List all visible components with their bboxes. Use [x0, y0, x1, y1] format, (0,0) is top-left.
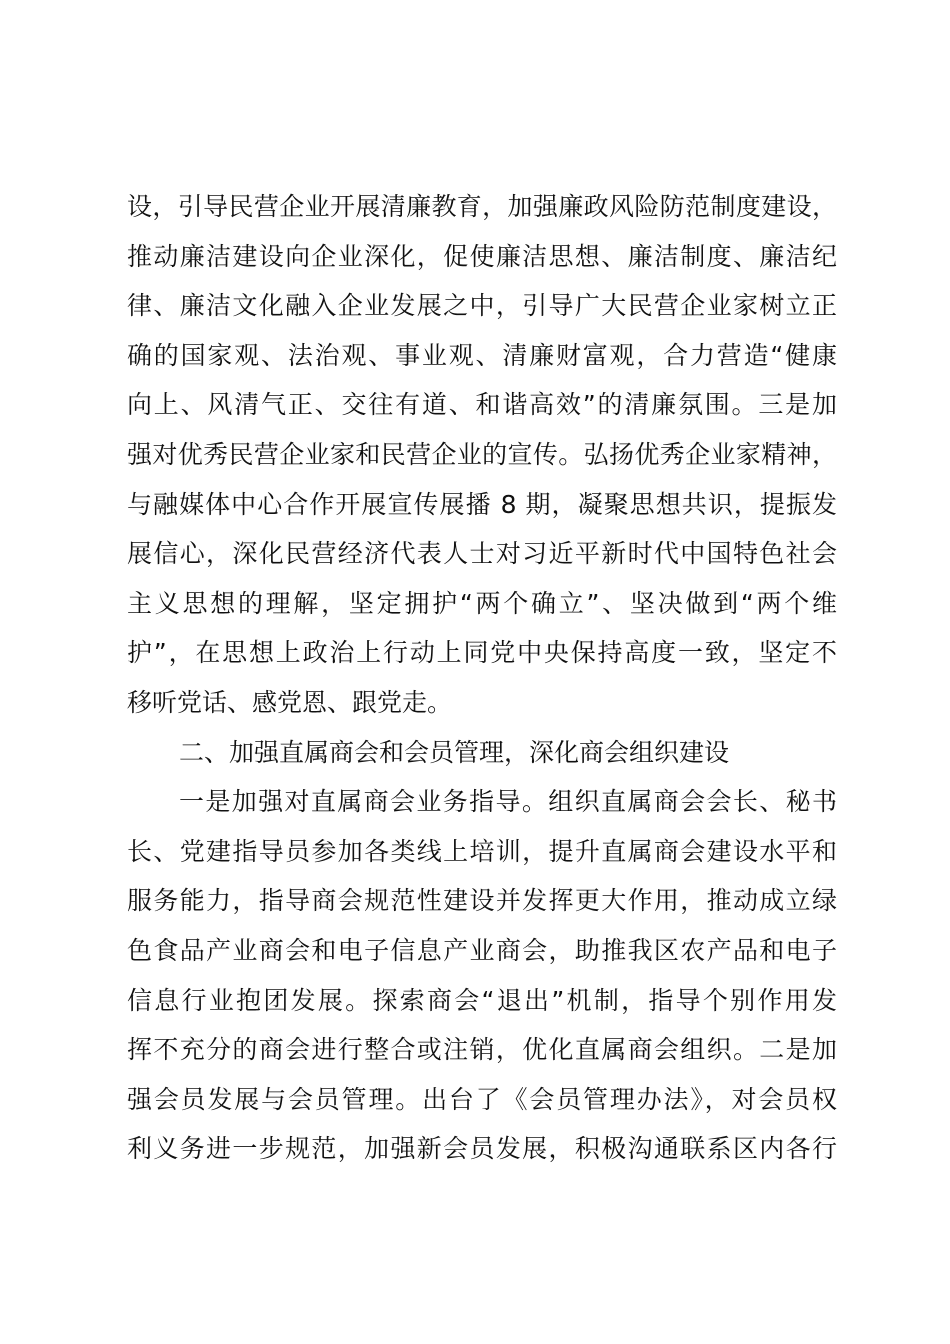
text-line: 推动廉洁建设向企业深化，促使廉洁思想、廉洁制度、廉洁纪: [127, 241, 837, 271]
text-line: 强会员发展与会员管理。出台了《会员管理办法》，对会员权: [127, 1084, 837, 1114]
text-line: 律、廉洁文化融入企业发展之中，引导广大民营企业家树立正: [127, 291, 837, 321]
text-line: 挥不充分的商会进行整合或注销，优化直属商会组织。二是加: [127, 1035, 837, 1065]
text-line: 服务能力，指导商会规范性建设并发挥更大作用，推动成立绿: [127, 886, 837, 916]
section-heading: 二、加强直属商会和会员管理，深化商会组织建设: [179, 737, 730, 767]
body-text: [127, 182, 837, 1174]
text-line: 色食品产业商会和电子信息产业商会，助推我区农产品和电子: [127, 935, 837, 965]
text-line: 向上、风清气正、交往有道、和谐高效”的清廉氛围。三是加: [127, 390, 837, 420]
text-line: 强对优秀民营企业家和民营企业的宣传。弘扬优秀企业家精神，: [127, 439, 837, 469]
text-line: 护”，在思想上政治上行动上同党中央保持高度一致，坚定不: [127, 638, 837, 668]
text-line: 确的国家观、法治观、事业观、清廉财富观，合力营造“健康: [127, 340, 837, 370]
text-line: 与融媒体中心合作开展宣传展播 8 期，凝聚思想共识，提振发: [127, 489, 837, 519]
text-line-paragraph-start: 一是加强对直属商会业务指导。组织直属商会会长、秘书: [179, 787, 837, 817]
text-line: 主义思想的理解，坚定拥护“两个确立”、坚决做到“两个维: [127, 588, 837, 618]
text-line: 设，引导民营企业开展清廉教育，加强廉政风险防范制度建设，: [127, 192, 837, 221]
text-line-paragraph-end: 移听党话、感党恩、跟党走。: [127, 687, 453, 717]
text-line: 信息行业抱团发展。探索商会“退出”机制，指导个别作用发: [127, 985, 837, 1015]
text-line: 长、党建指导员参加各类线上培训，提升直属商会建设水平和: [127, 836, 837, 866]
text-line: 利义务进一步规范，加强新会员发展，积极沟通联系区内各行: [127, 1134, 837, 1164]
text-line: 展信心，深化民营经济代表人士对习近平新时代中国特色社会: [127, 539, 837, 569]
